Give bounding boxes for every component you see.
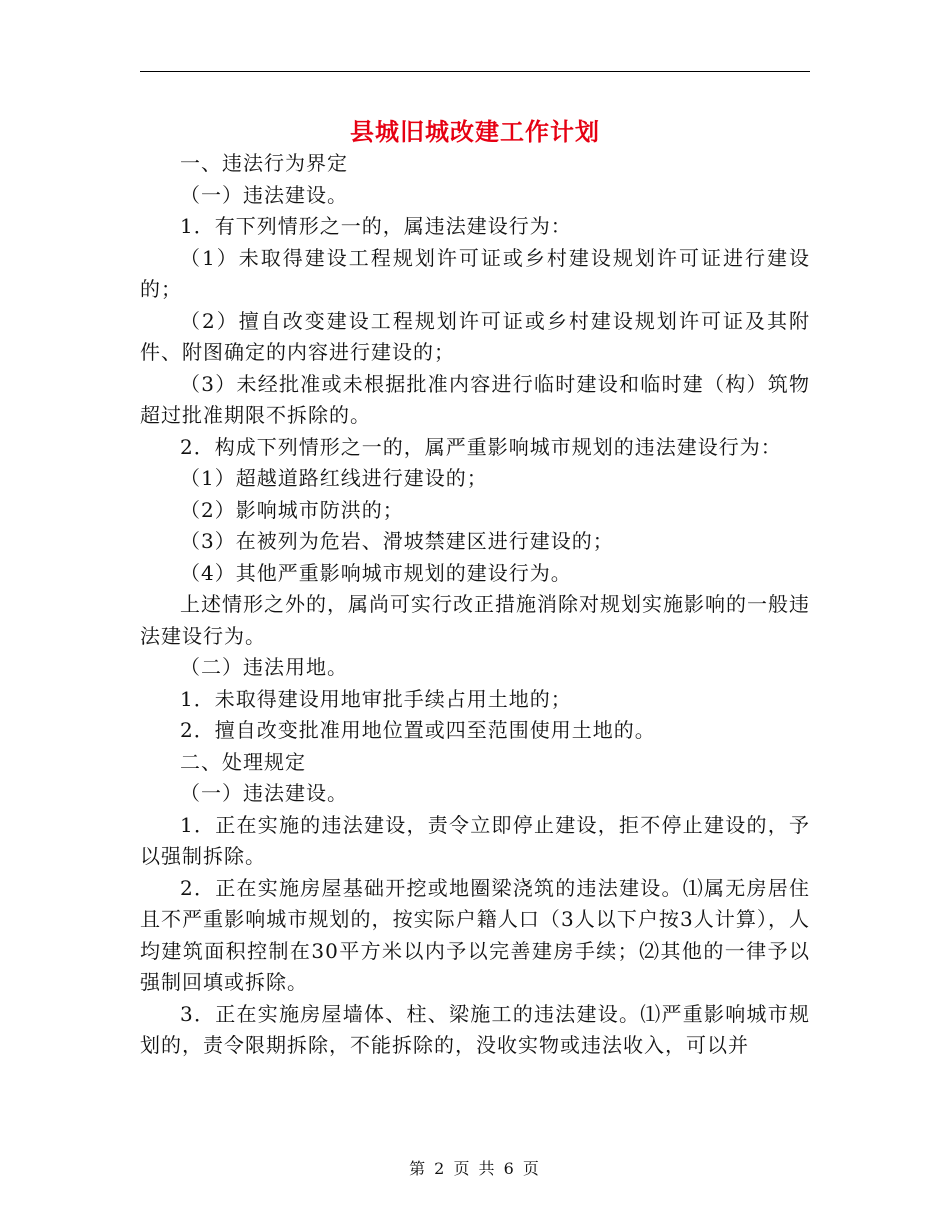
document-body [140, 148, 810, 1062]
paragraph: 二、处理规定 [180, 749, 306, 774]
paragraph: （一）违法建设。 [180, 781, 348, 805]
paragraph: 一、违法行为界定 [180, 151, 348, 175]
document-title: 县城旧城改建工作计划 [350, 118, 600, 146]
header-rule [140, 71, 810, 72]
paragraph: 上述情形之外的，属尚可实行改正措施消除对规划实施影响的一般违法建设行为。 [140, 592, 810, 648]
paragraph: 2．正在实施房屋基础开挖或地圈梁浇筑的违法建设。⑴属无房居住且不严重影响城市规划的，按实际户籍人口（3人以下户按3人计算），人均建筑面积控制在30平方米以内予以完善建房手续；⑵其他的一律予以强制回填或拆除。 [140, 875, 810, 994]
paragraph: 1．正在实施的违法建设，责令立即停止建设，拒不停止建设的，予以强制拆除。 [140, 812, 810, 868]
paragraph: （二）违法用地。 [180, 655, 348, 679]
paragraph: （4）其他严重影响城市规划的建设行为。 [180, 560, 572, 585]
paragraph: （3）未经批准或未根据批准内容进行临时建设和临时建（构）筑物超过批准期限不拆除的。 [140, 371, 810, 427]
paragraph: 3．正在实施房屋墙体、柱、梁施工的违法建设。⑴严重影响城市规划的，责令限期拆除，不能拆除的，没收实物或违法收入，可以并 [140, 1001, 810, 1057]
page-number: 第 2 页 共 6 页 [409, 1159, 541, 1178]
paragraph: 2．构成下列情形之一的，属严重影响城市规划的违法建设行为： [180, 434, 782, 459]
paragraph: 2．擅自改变批准用地位置或四至范围使用土地的。 [180, 718, 656, 742]
paragraph: （一）违法建设。 [180, 182, 348, 207]
paragraph: （1）超越道路红线进行建设的； [180, 466, 488, 490]
paragraph: （2）擅自改变建设工程规划许可证或乡村建设规划许可证及其附件、附图确定的内容进行建设的； [140, 308, 810, 364]
paragraph: （1）未取得建设工程规划许可证或乡村建设规划许可证进行建设的； [140, 245, 810, 301]
paragraph: （2）影响城市防洪的； [180, 497, 404, 522]
paragraph: 1．未取得建设用地审批手续占用土地的； [180, 686, 572, 711]
paragraph: 1．有下列情形之一的，属违法建设行为： [180, 214, 572, 238]
paragraph: （3）在被列为危岩、滑坡禁建区进行建设的； [180, 529, 614, 553]
